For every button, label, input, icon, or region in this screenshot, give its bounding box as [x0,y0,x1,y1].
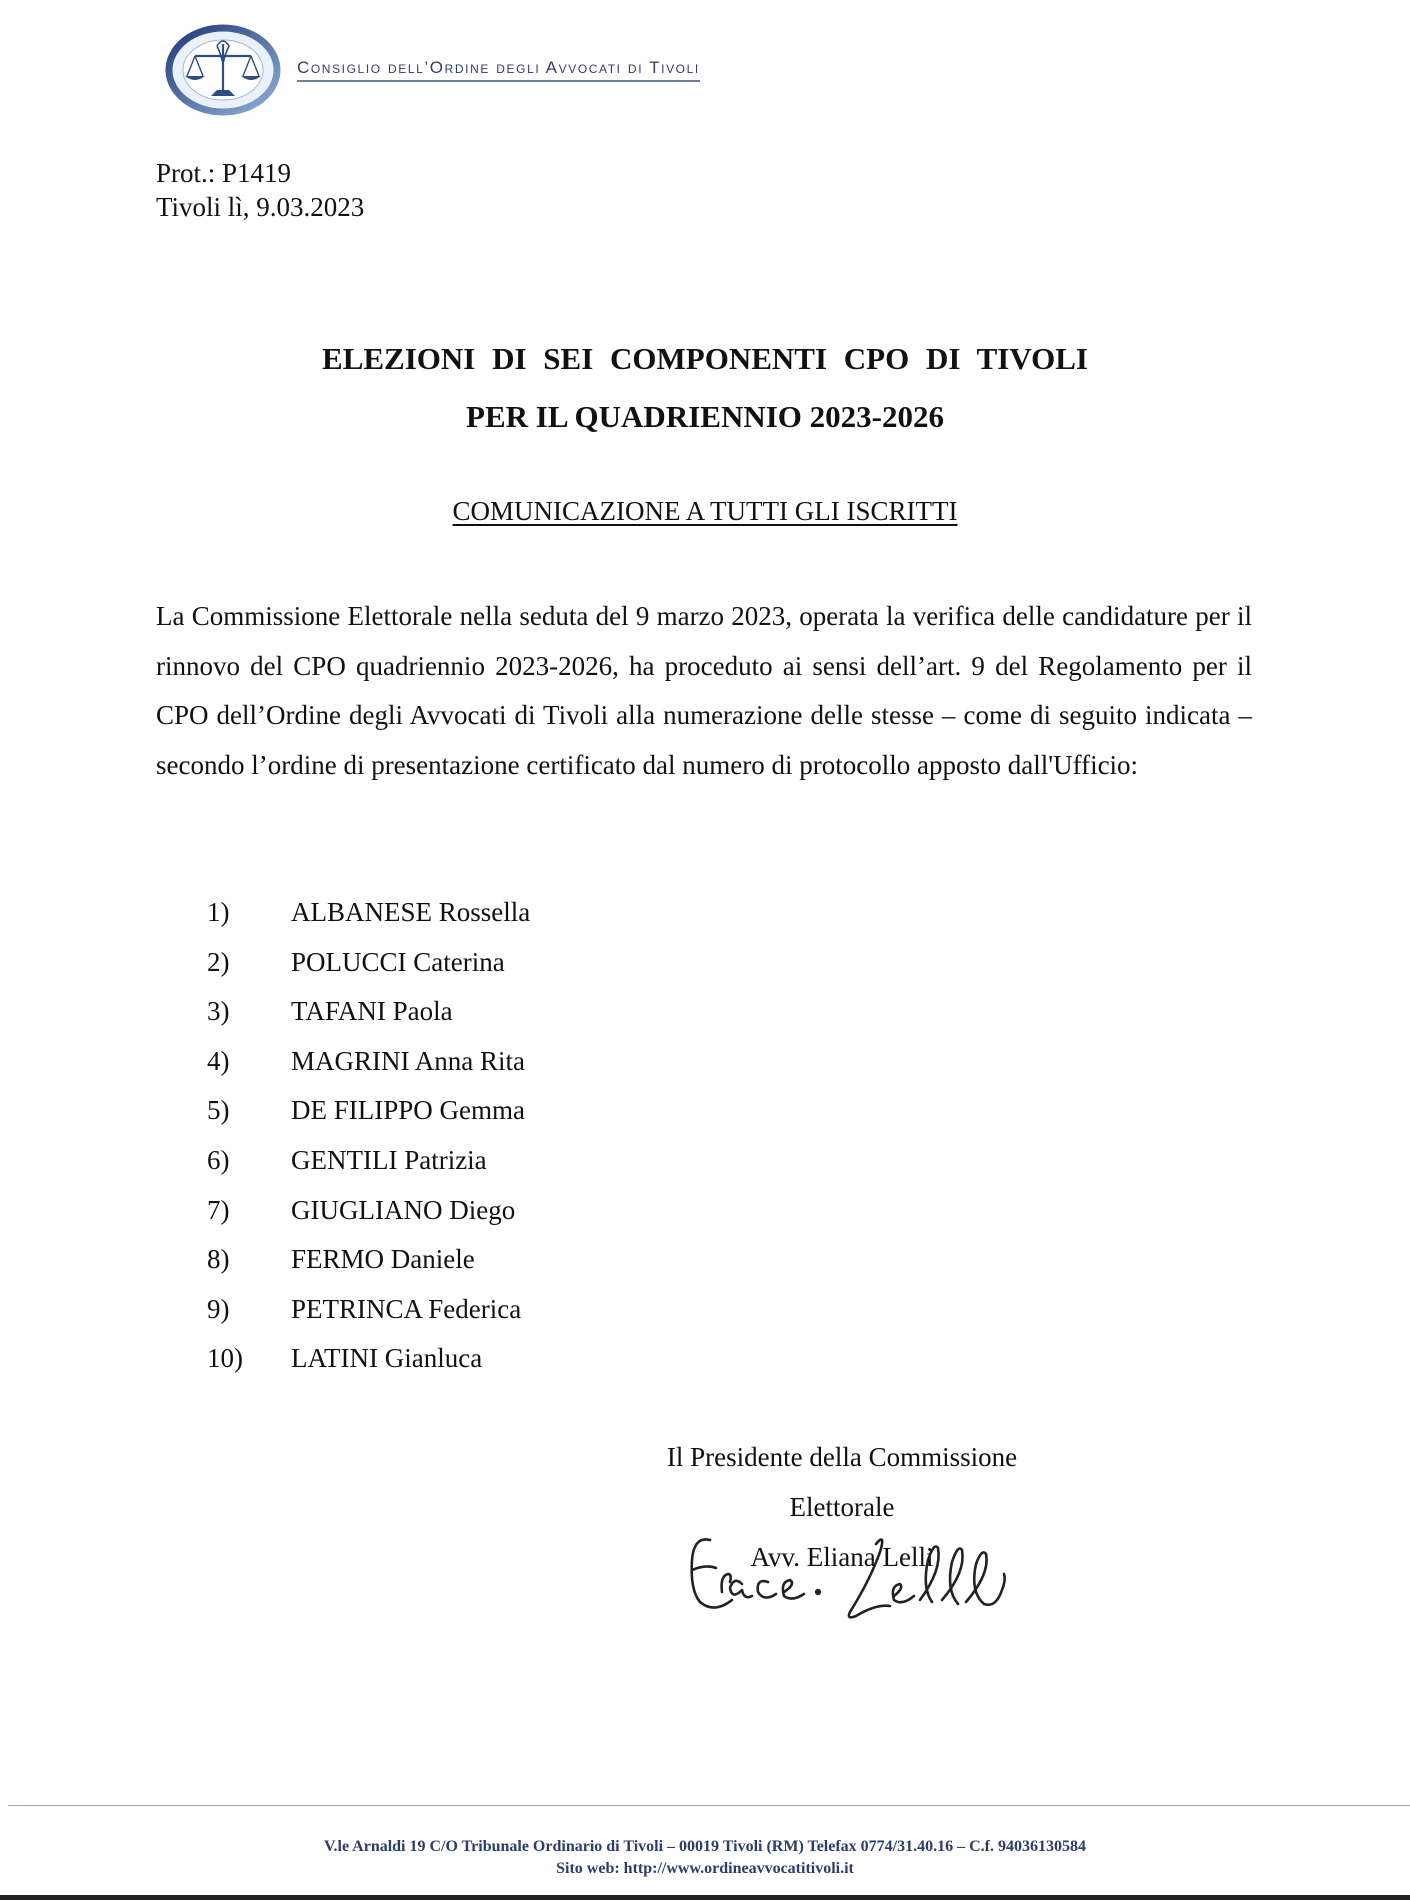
signatory-name: Avv. Eliana Lelli [750,1542,934,1572]
footer-website: Sito web: http://www.ordineavvocatitivoli.it [556,1860,854,1877]
protocol-block [156,156,364,224]
signatory-role: Il Presidente della Commissione Elettorale [666,1442,1018,1522]
candidate-name: FERMO Daniele [291,1244,475,1275]
candidate-number: 4) [207,1045,230,1076]
candidate-number: 8) [207,1244,230,1275]
candidate-name: MAGRINI Anna Rita [291,1045,525,1076]
candidate-number: 10) [207,1343,243,1374]
protocol-number: Prot.: P1419 [156,158,292,188]
candidate-list [207,888,530,1384]
candidate-number: 3) [207,996,230,1027]
list-item [207,1285,530,1335]
handwritten-signature-icon [680,1530,1080,1640]
document-date: Tivoli lì, 9.03.2023 [156,192,365,222]
candidate-name: GENTILI Patrizia [291,1144,487,1175]
list-item [207,1186,530,1236]
candidate-number: 2) [207,946,230,977]
footer-address: V.le Arnaldi 19 C/O Tribunale Ordinario di Tivoli – 00019 Tivoli (RM) Telefax 0774/31.40.16 – C.f. 94036130584 [324,1838,1086,1855]
list-item [207,1235,530,1285]
candidate-number: 1) [207,897,230,927]
candidate-number: 5) [207,1095,230,1126]
title-line-1: ELEZIONI DI SEI COMPONENTI CPO DI TIVOLI [322,341,1088,376]
candidate-name: DE FILIPPO Gemma [291,1095,525,1126]
letterhead [165,24,700,116]
scales-of-justice-seal-icon [165,24,281,116]
body-paragraph: La Commissione Elettorale nella seduta del 9 marzo 2023, operata la verifica delle candidature per il rinnovo del CPO quadriennio 2023-2026, ha proceduto ai sensi dell’art. 9 del Regolamento per il CPO dell’Ordine degli Avvocati di Tivoli alla numerazione delle stesse – come di seguito indicata – secondo l’ordine di presentazione certificato dal numero di protocollo apposto dall'Ufficio: [156,601,1252,780]
document-title [0,330,1410,446]
candidate-number: 9) [207,1293,230,1324]
document-subtitle: COMUNICAZIONE A TUTTI GLI ISCRITTI [452,496,958,526]
bottom-edge [0,1895,1410,1900]
candidate-name: LATINI Gianluca [291,1343,483,1374]
list-item [207,938,530,988]
list-item [207,1037,530,1087]
candidate-number: 7) [207,1194,230,1225]
list-item [207,888,530,938]
candidate-number: 6) [207,1144,230,1175]
candidate-name: TAFANI Paola [291,996,453,1027]
list-item [207,987,530,1037]
candidate-name: POLUCCI Caterina [291,946,505,977]
candidate-name: ALBANESE Rossella [291,897,531,927]
candidate-name: PETRINCA Federica [291,1293,522,1324]
list-item [207,1086,530,1136]
list-item [207,1136,530,1186]
footer [0,1836,1410,1880]
list-item [207,1334,530,1384]
candidate-name: GIUGLIANO Diego [291,1194,516,1225]
title-line-2: PER IL QUADRIENNIO 2023-2026 [466,399,944,434]
organization-name: Consiglio dell’Ordine degli Avvocati di Tivoli [297,58,700,82]
footer-divider [8,1805,1410,1806]
